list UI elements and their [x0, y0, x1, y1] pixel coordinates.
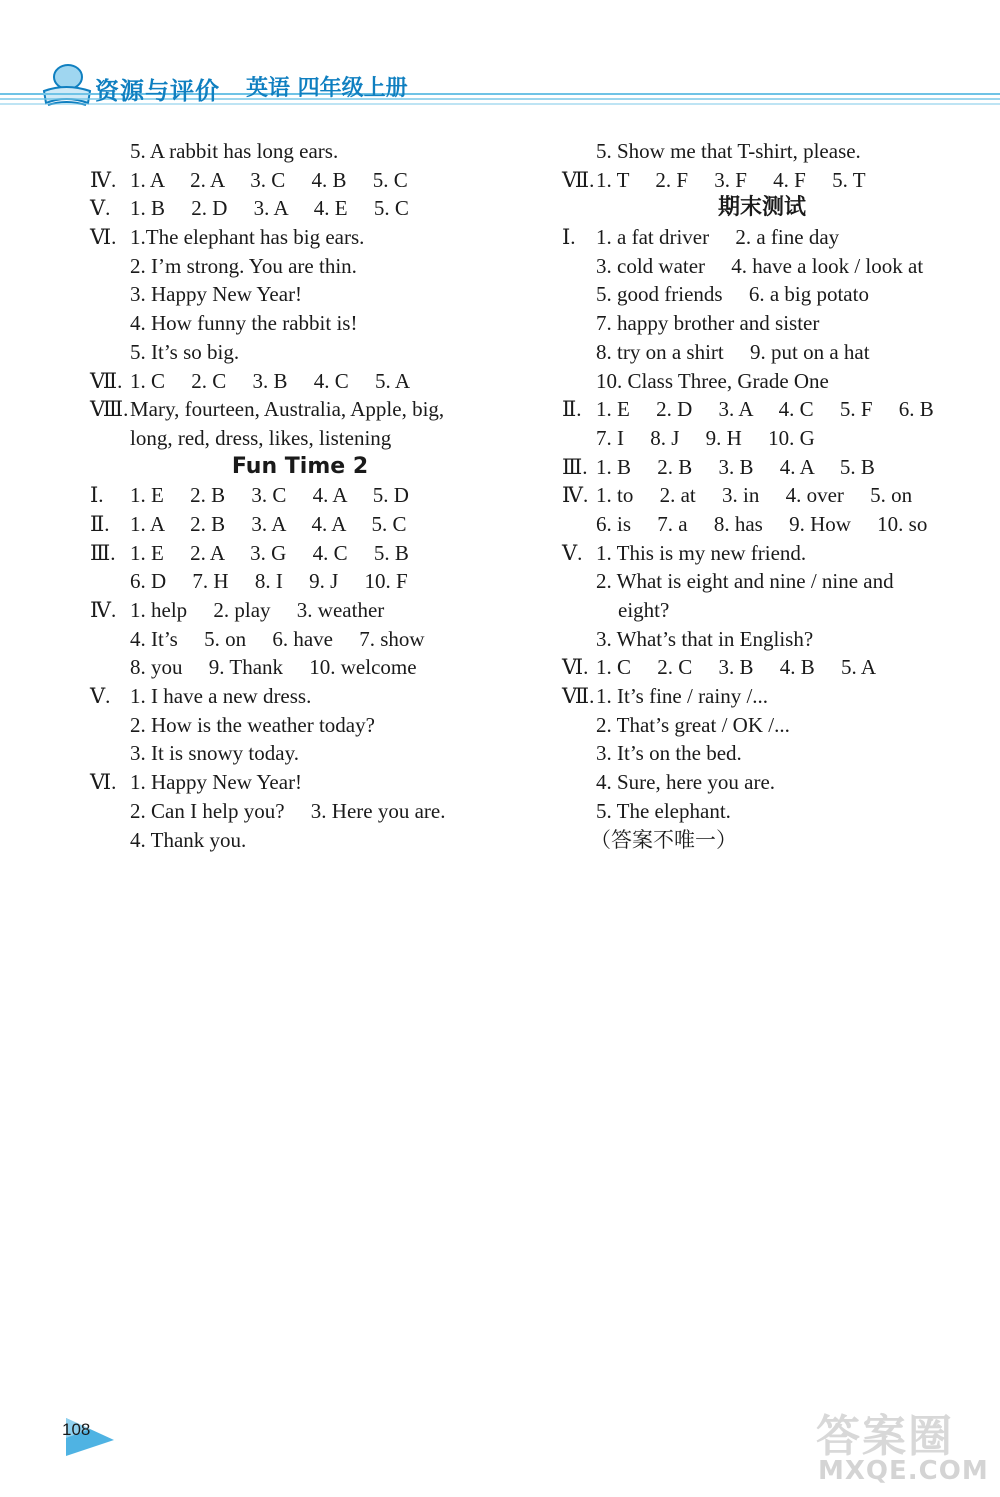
left-column [90, 137, 520, 854]
answer-line: 2. How is the weather today? [130, 712, 375, 737]
answer-line: 1. It’s fine / rainy /... [596, 684, 769, 709]
section-number: Ⅴ. [90, 684, 111, 709]
section-number: Ⅵ. [562, 655, 589, 680]
section-number: Ⅴ. [90, 196, 111, 221]
answer-line: 4. Sure, here you are. [596, 770, 776, 795]
answer-line: 2. I’m strong. You are thin. [130, 253, 357, 278]
answer-line: 1. C 2. C 3. B 4. C 5. A [130, 368, 411, 393]
section-number: Ⅵ. [90, 770, 117, 795]
answer-line: eight? [618, 598, 670, 622]
section-number: Ⅶ. [90, 368, 123, 393]
answer-line: 2. Can I help you? 3. Here you are. [130, 798, 446, 823]
answer-line: 1. E 2. D 3. A 4. C 5. F 6. B [596, 397, 934, 422]
section-7 [90, 367, 520, 396]
answer-line: 3. cold water 4. have a look / look at [596, 253, 924, 278]
section-number: Ⅰ. [90, 483, 104, 508]
answer-line: 1. E 2. A 3. G 4. C 5. B [130, 540, 409, 565]
answer-line: 4. Thank you. [130, 827, 247, 852]
section-number: Ⅰ. [562, 225, 576, 250]
answer-line: 7. I 8. J 9. H 10. G [596, 425, 815, 450]
section-6 [90, 223, 520, 252]
fun-section-5 [90, 682, 520, 711]
answer-line: 4. It’s 5. on 6. have 7. show [130, 626, 425, 651]
watermark-url: MXQE.COM [818, 1456, 989, 1486]
section-number: Ⅳ. [90, 167, 117, 192]
answer-line: 6. D 7. H 8. I 9. J 10. F [130, 569, 408, 594]
section-number: Ⅵ. [90, 225, 117, 250]
answer-line: 8. you 9. Thank 10. welcome [130, 655, 417, 680]
fun-time-heading: Fun Time 2 [231, 453, 369, 479]
section-number: Ⅴ. [562, 540, 583, 565]
answer-line: 1. A 2. B 3. A 4. A 5. C [130, 511, 407, 536]
answer-line: 1.The elephant has big ears. [130, 225, 365, 250]
fun-section-3 [90, 539, 520, 568]
answer-line: 5. good friends 6. a big potato [596, 282, 869, 307]
watermark-logo-text: 答案圈 [816, 1411, 954, 1462]
answer-line: 3. Happy New Year! [130, 282, 303, 307]
section-number: Ⅷ. [90, 397, 129, 422]
answer-line: 1. T 2. F 3. F 4. F 5. T [596, 167, 866, 192]
final-section-5 [562, 539, 982, 568]
answer-line: Mary, fourteen, Australia, Apple, big, [130, 397, 445, 422]
answer-line: 1. to 2. at 3. in 4. over 5. on [596, 483, 913, 508]
answer-line: 1. I have a new dress. [130, 684, 312, 709]
page-number-badge [60, 1416, 116, 1458]
answer-line: 2. What is eight and nine / nine and [596, 569, 894, 594]
right-column [562, 137, 982, 854]
answer-line: 4. How funny the rabbit is! [130, 311, 358, 336]
answer-line: 5. It’s so big. [130, 339, 240, 364]
watermark [812, 1400, 997, 1495]
final-section-4 [562, 481, 982, 510]
page-header [0, 55, 1000, 115]
answer-line: 1. B 2. D 3. A 4. E 5. C [130, 196, 409, 221]
final-section-7 [562, 682, 982, 711]
answer-line: 5. The elephant. [596, 798, 731, 823]
final-section-1 [562, 223, 982, 252]
answer-line: 1. A 2. A 3. C 4. B 5. C [130, 167, 408, 192]
answer-line: 8. try on a shirt 9. put on a hat [596, 339, 870, 364]
book-title: 资源与评价 [95, 77, 220, 105]
answer-line: 5. Show me that T-shirt, please. [596, 139, 861, 163]
section-5 [90, 194, 520, 223]
section-8 [90, 395, 520, 424]
fun-section-1 [90, 481, 520, 510]
section-number: Ⅳ. [90, 598, 117, 622]
section-number: Ⅶ. [562, 684, 595, 709]
final-section-3 [562, 453, 982, 482]
section-number: Ⅶ. [562, 167, 595, 192]
answer-line: 1. E 2. B 3. C 4. A 5. D [130, 483, 409, 508]
final-section-6 [562, 653, 982, 682]
answer-line: long, red, dress, likes, listening [130, 425, 392, 450]
section-number: Ⅱ. [90, 511, 110, 536]
answer-line: 1. This is my new friend. [596, 540, 807, 565]
answer-line: 1. B 2. B 3. B 4. A 5. B [596, 454, 875, 479]
answer-line: 3. It is snowy today. [130, 741, 299, 766]
fun-section-4 [90, 596, 520, 625]
answer-line: 7. happy brother and sister [596, 311, 820, 336]
section-number: Ⅲ. [562, 454, 588, 479]
answer-line: 6. is 7. a 8. has 9. How 10. so [596, 511, 928, 536]
section-number: Ⅳ. [562, 483, 589, 508]
answer-line: 10. Class Three, Grade One [596, 368, 829, 393]
final-test-heading: 期末测试 [717, 195, 806, 221]
answer-line: 1. C 2. C 3. B 4. B 5. A [596, 655, 877, 680]
fun-section-6 [90, 768, 520, 797]
answer-line: 2. That’s great / OK /... [596, 712, 790, 737]
section-number: Ⅲ. [90, 540, 116, 565]
fun-section-2 [90, 510, 520, 539]
answer-line: 3. What’s that in English? [596, 626, 814, 651]
section-7 [562, 166, 982, 195]
answer-line: 1. help 2. play 3. weather [130, 598, 385, 622]
answer-note: （答案不唯一） [590, 827, 737, 852]
section-4 [90, 166, 520, 195]
final-section-2 [562, 395, 982, 424]
answer-line: 3. It’s on the bed. [596, 741, 742, 766]
answer-line: 1. Happy New Year! [130, 770, 303, 795]
section-number: Ⅱ. [562, 397, 582, 422]
book-subtitle: 英语 四年级上册 [246, 76, 408, 101]
answer-line: 5. A rabbit has long ears. [130, 139, 339, 163]
page-number: 108 [62, 1420, 91, 1439]
answer-line: 1. a fat driver 2. a fine day [596, 225, 840, 250]
